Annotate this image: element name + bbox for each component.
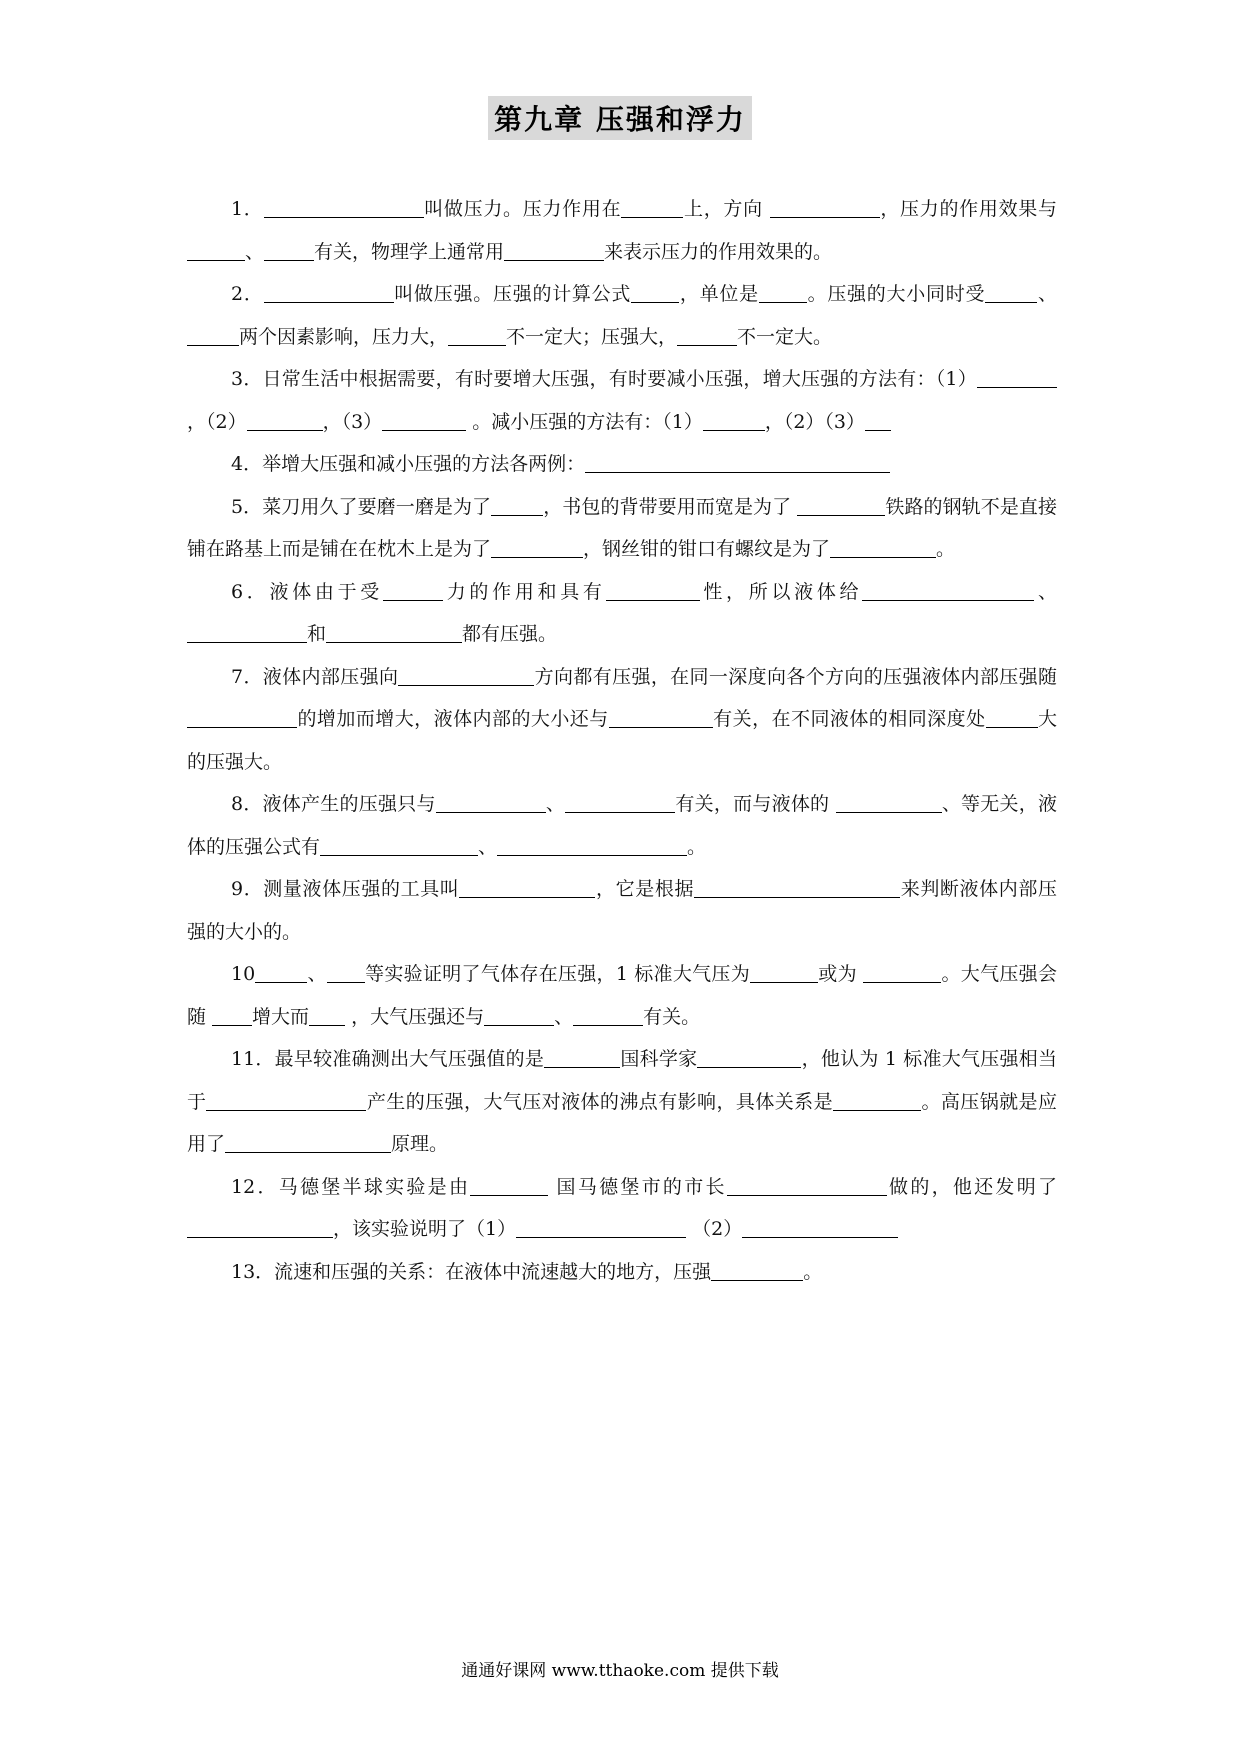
question-text: 6．液体由于受 bbox=[231, 580, 384, 603]
answer-blank[interactable] bbox=[255, 963, 307, 983]
answer-blank[interactable] bbox=[631, 283, 679, 303]
answer-blank[interactable] bbox=[770, 198, 880, 218]
page-title: 第九章 压强和浮力 bbox=[488, 96, 752, 140]
answer-blank[interactable] bbox=[264, 283, 394, 303]
answer-blank[interactable] bbox=[504, 241, 604, 261]
question-text: 两个因素影响，压力大， bbox=[239, 325, 449, 348]
answer-blank[interactable] bbox=[326, 623, 462, 643]
answer-blank[interactable] bbox=[742, 1218, 898, 1238]
question-text: 4．举增大压强和减小压强的方法各两例： bbox=[231, 453, 586, 475]
question-list bbox=[187, 188, 1057, 1293]
question-text: 、 bbox=[245, 240, 265, 263]
answer-blank[interactable] bbox=[677, 326, 737, 346]
question-text: 、 bbox=[307, 963, 327, 985]
question-text: 。压强的大小同时受 bbox=[806, 283, 986, 305]
question-text: 。 bbox=[936, 538, 956, 560]
answer-blank[interactable] bbox=[865, 411, 891, 431]
question-text: ，该实验说明了（1） bbox=[333, 1218, 517, 1240]
answer-blank[interactable] bbox=[382, 411, 466, 431]
answer-blank[interactable] bbox=[491, 496, 543, 516]
question-text: 和 bbox=[307, 623, 327, 645]
answer-blank[interactable] bbox=[484, 1006, 554, 1026]
question-text: 叫做压强。压强的计算公式 bbox=[393, 283, 632, 305]
answer-blank[interactable] bbox=[609, 708, 713, 728]
answer-blank[interactable] bbox=[759, 283, 807, 303]
question-text: 有关。 bbox=[643, 1005, 701, 1028]
question-text: ，大气压强还与 bbox=[345, 1005, 485, 1028]
answer-blank[interactable] bbox=[187, 708, 297, 728]
answer-blank[interactable] bbox=[833, 1091, 921, 1111]
question-text: ，他认为 1 标准大气压强相当于 bbox=[187, 1048, 1057, 1113]
page-footer: 通通好课网 www.tthaoke.com 提供下载 bbox=[461, 1661, 779, 1681]
question-text: （2） bbox=[686, 1218, 743, 1240]
question-text: 、 bbox=[545, 793, 566, 815]
question-item bbox=[187, 571, 1057, 656]
question-text: ，单位是 bbox=[679, 283, 759, 305]
answer-blank[interactable] bbox=[470, 1176, 548, 1196]
question-text: 大的压强大。 bbox=[187, 708, 1057, 773]
question-text: 原理。 bbox=[391, 1133, 449, 1155]
question-text: 、 bbox=[1034, 580, 1057, 603]
answer-blank[interactable] bbox=[565, 793, 675, 813]
question-item bbox=[187, 783, 1057, 868]
question-item bbox=[187, 953, 1057, 1038]
answer-blank[interactable] bbox=[187, 1218, 333, 1238]
question-item bbox=[187, 358, 1057, 443]
answer-blank[interactable] bbox=[309, 1006, 345, 1026]
question-text: 13．流速和压强的关系：在液体中流速越大的地方，压强 bbox=[231, 1260, 712, 1283]
answer-blank[interactable] bbox=[497, 836, 687, 856]
answer-blank[interactable] bbox=[459, 878, 595, 898]
answer-blank[interactable] bbox=[703, 411, 765, 431]
answer-blank[interactable] bbox=[187, 241, 245, 261]
answer-blank[interactable] bbox=[448, 326, 506, 346]
question-text: 12．马德堡半球实验是由 bbox=[231, 1175, 471, 1198]
answer-blank[interactable] bbox=[985, 283, 1037, 303]
question-text: 的增加而增大，液体内部的大小还与 bbox=[297, 708, 609, 730]
question-text: 力的作用和具有 bbox=[443, 580, 606, 603]
answer-blank[interactable] bbox=[544, 1048, 620, 1068]
question-text: ，书包的背带要用而宽是为了 bbox=[543, 495, 798, 518]
question-text: 、等无关，液体的压强公式有 bbox=[187, 793, 1057, 858]
answer-blank[interactable] bbox=[797, 496, 885, 516]
question-text: 等实验证明了气体存在压强，1 标准大气压为 bbox=[364, 963, 751, 985]
page-title-container bbox=[0, 96, 1240, 140]
question-text: 来判断液体内部压强的大小的。 bbox=[187, 878, 1057, 943]
answer-blank[interactable] bbox=[977, 368, 1057, 388]
question-text: 国马德堡市的市长 bbox=[548, 1175, 727, 1198]
question-text: 。大气压强会随 bbox=[187, 963, 1057, 1028]
answer-blank[interactable] bbox=[863, 963, 941, 983]
question-text: 方向都有压强，在同一深度向各个方向的压强液体内部压强随 bbox=[534, 665, 1057, 688]
answer-blank[interactable] bbox=[621, 198, 683, 218]
question-text: ，（2）（3） bbox=[764, 410, 866, 433]
answer-blank[interactable] bbox=[491, 538, 583, 558]
question-text: 。减小压强的方法有：（1） bbox=[466, 410, 703, 433]
answer-blank[interactable] bbox=[727, 1176, 887, 1196]
question-text: 7．液体内部压强向 bbox=[231, 665, 399, 688]
question-text: 。 bbox=[687, 835, 707, 858]
answer-blank[interactable] bbox=[264, 198, 424, 218]
question-text: 3．日常生活中根据需要，有时要增大压强，有时要减小压强，增大压强的方法有：（1） bbox=[231, 368, 977, 390]
question-text: 或为 bbox=[818, 963, 864, 985]
question-text: 有关，而与液体的 bbox=[675, 793, 836, 815]
answer-blank[interactable] bbox=[264, 241, 314, 261]
question-text: 9．测量液体压强的工具叫 bbox=[231, 878, 460, 900]
question-text: 性，所以液体给 bbox=[699, 580, 863, 603]
answer-blank[interactable] bbox=[327, 963, 365, 983]
question-item bbox=[187, 1166, 1057, 1251]
answer-blank[interactable] bbox=[247, 411, 323, 431]
question-text: ，（3） bbox=[322, 410, 383, 433]
answer-blank[interactable] bbox=[711, 1261, 803, 1281]
question-text: 、 bbox=[1037, 283, 1057, 305]
answer-blank[interactable] bbox=[836, 793, 942, 813]
question-text: 上，方向 bbox=[683, 198, 770, 220]
answer-blank[interactable] bbox=[320, 836, 478, 856]
question-text: 5．菜刀用久了要磨一磨是为了 bbox=[231, 495, 492, 518]
question-text: 有关，物理学上通常用 bbox=[314, 240, 505, 263]
answer-blank[interactable] bbox=[398, 666, 534, 686]
question-text: 都有压强。 bbox=[462, 623, 558, 645]
question-text: 2． bbox=[231, 283, 264, 305]
answer-blank[interactable] bbox=[830, 538, 936, 558]
question-item bbox=[187, 486, 1057, 571]
question-text: 8．液体产生的压强只与 bbox=[231, 793, 436, 815]
question-text: 产生的压强，大气压对液体的沸点有影响，具体关系是 bbox=[366, 1090, 834, 1113]
answer-blank[interactable] bbox=[436, 793, 546, 813]
question-text: 。高压锅就是应用了 bbox=[187, 1090, 1057, 1155]
question-text: ，压力的作用效果与 bbox=[879, 198, 1057, 220]
question-text: 不一定大；压强大， bbox=[506, 325, 678, 348]
question-item bbox=[187, 868, 1057, 953]
answer-blank[interactable] bbox=[187, 326, 239, 346]
question-text: ，钢丝钳的钳口有螺纹是为了 bbox=[583, 538, 831, 560]
question-text: ，（2） bbox=[187, 410, 247, 433]
answer-blank[interactable] bbox=[573, 1006, 643, 1026]
question-text: 叫做压力。压力作用在 bbox=[423, 198, 622, 220]
answer-blank[interactable] bbox=[206, 1091, 366, 1111]
answer-blank[interactable] bbox=[585, 453, 890, 473]
question-text: 、 bbox=[554, 1005, 574, 1028]
question-item bbox=[187, 1038, 1057, 1166]
question-item bbox=[187, 443, 1057, 486]
answer-blank[interactable] bbox=[862, 581, 1034, 601]
question-text: 做的，他还发明了 bbox=[886, 1175, 1057, 1198]
question-text: 有关，在不同液体的相同深度处 bbox=[712, 708, 986, 730]
answer-blank[interactable] bbox=[697, 1048, 801, 1068]
question-text: 增大而 bbox=[252, 1005, 310, 1028]
answer-blank[interactable] bbox=[187, 623, 307, 643]
question-text: 11．最早较准确测出大气压强值的是 bbox=[231, 1048, 545, 1070]
question-text: ，它是根据 bbox=[595, 878, 695, 900]
question-item bbox=[187, 188, 1057, 273]
answer-blank[interactable] bbox=[986, 708, 1038, 728]
question-text: 铁路的钢轨不是直接铺在路基上而是铺在在枕木上是为了 bbox=[187, 495, 1057, 560]
question-item bbox=[187, 273, 1057, 358]
question-text: 来表示压力的作用效果的。 bbox=[604, 240, 833, 263]
question-item bbox=[187, 656, 1057, 784]
answer-blank[interactable] bbox=[694, 878, 900, 898]
question-text: 、 bbox=[478, 835, 498, 858]
question-text: 不一定大。 bbox=[737, 325, 833, 348]
question-text: 国科学家 bbox=[620, 1048, 698, 1070]
question-item bbox=[187, 1251, 1057, 1294]
answer-blank[interactable] bbox=[212, 1006, 252, 1026]
answer-blank[interactable] bbox=[606, 581, 700, 601]
question-text: 10 bbox=[231, 963, 256, 985]
question-text: 1． bbox=[231, 198, 264, 220]
answer-blank[interactable] bbox=[225, 1133, 391, 1153]
answer-blank[interactable] bbox=[383, 581, 443, 601]
answer-blank[interactable] bbox=[750, 963, 818, 983]
question-text: 。 bbox=[803, 1260, 823, 1283]
answer-blank[interactable] bbox=[516, 1218, 686, 1238]
